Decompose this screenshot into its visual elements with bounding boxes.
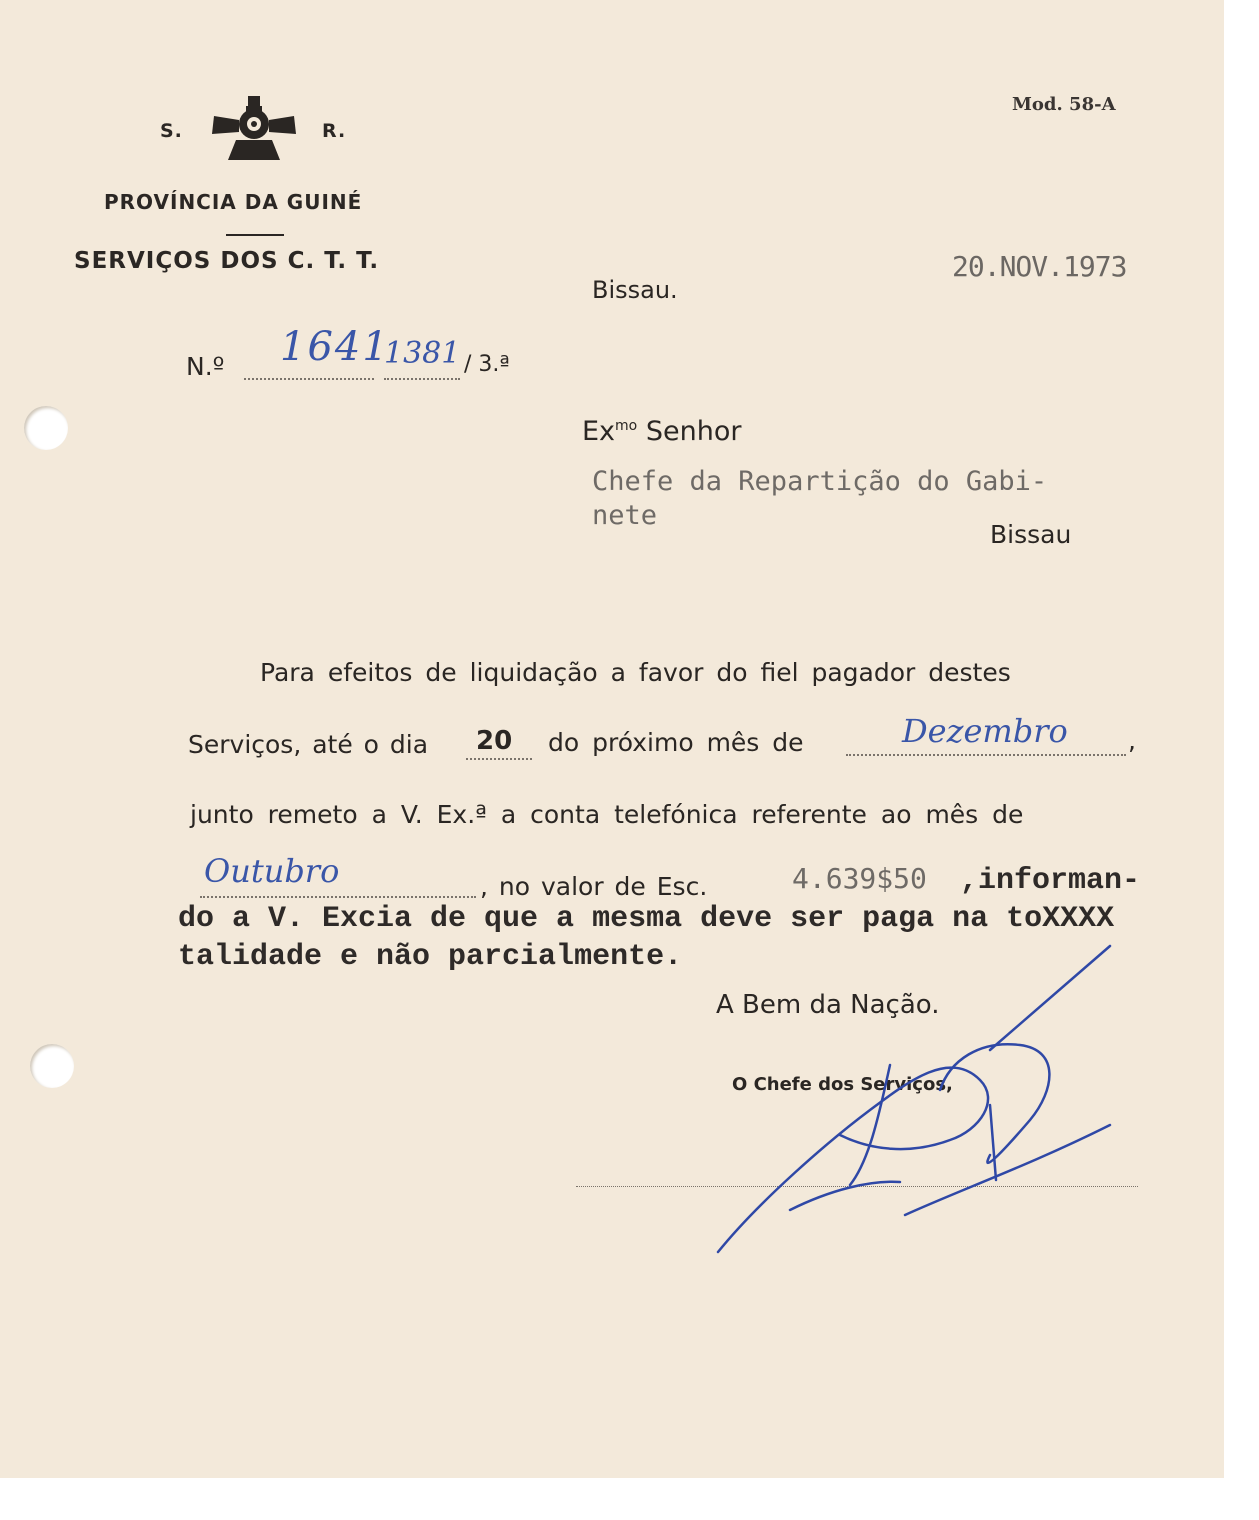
coat-of-arms-emblem <box>206 94 302 166</box>
salutation-senhor: Senhor <box>645 416 742 447</box>
body-line-2b: do próximo mês de <box>548 728 804 757</box>
day-value: 20 <box>476 726 513 756</box>
header-province: PROVÍNCIA DA GUINÉ <box>104 190 363 214</box>
reference-dotted-line-2 <box>384 378 460 380</box>
header-right-initial: R. <box>322 120 347 142</box>
reference-prefix: N.º <box>186 352 225 381</box>
salutation <box>582 416 741 447</box>
punch-hole-top <box>24 406 68 450</box>
header-left-initial: S. <box>160 120 183 142</box>
model-number: Mod. 58-A <box>1012 94 1116 115</box>
addressee-city: Bissau <box>990 520 1072 549</box>
body-line-3: junto remeto a V. Ex.ª a conta telefónica referente ao mês de <box>190 800 1024 829</box>
month-ref-dotted-line <box>200 896 476 898</box>
header-service: SERVIÇOS DOS C. T. T. <box>74 248 380 274</box>
signature-title: O Chefe dos Serviços, <box>732 1074 953 1095</box>
reference-number: 1641 <box>280 324 390 370</box>
reference-suffix: / 3.ª <box>464 352 510 377</box>
scan-bottom-edge <box>0 1478 1224 1520</box>
addressee-line-1: Chefe da Repartição do Gabi- <box>592 466 1048 497</box>
header-divider <box>226 234 284 236</box>
body-line-5: do a V. Excia de que a mesma deve ser paga na toXXXX <box>178 902 1115 936</box>
body-line-1: Para efeitos de liquidação a favor do fiel pagador destes <box>260 658 1011 687</box>
reference-subnumber: 1381 <box>384 336 461 371</box>
closing: A Bem da Nação. <box>716 990 940 1020</box>
month-next: Dezembro <box>902 712 1068 750</box>
month-ref: Outubro <box>204 852 340 890</box>
addressee-line-2: nete <box>592 500 658 531</box>
body-line-6: talidade e não parcialmente. <box>178 940 683 974</box>
place: Bissau. <box>592 276 678 304</box>
salutation-superscript: mo <box>615 418 638 434</box>
scan-edge <box>1224 0 1259 1520</box>
reference-dotted-line-1 <box>244 378 374 380</box>
day-dotted-line <box>466 758 532 760</box>
body-line-4b: ,informan- <box>960 864 1141 898</box>
punch-hole-bottom <box>30 1044 74 1088</box>
date-stamp: 20.NOV.1973 <box>952 250 1127 283</box>
body-line-4a: , no valor de Esc. <box>480 872 708 901</box>
salutation-ex: Ex <box>582 416 616 447</box>
body-line-2c: , <box>1128 726 1136 755</box>
body-line-2a: Serviços, até o dia <box>188 730 429 759</box>
month-next-dotted-line <box>846 754 1126 756</box>
amount: 4.639$50 <box>792 862 927 895</box>
handwritten-signature <box>700 930 1140 1270</box>
